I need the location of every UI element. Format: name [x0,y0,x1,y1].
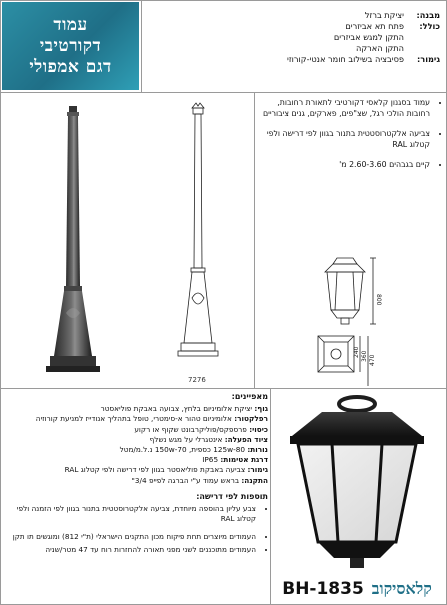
spec-structure-value: יציקת ברזל [364,10,404,20]
spec-item-4: נורות: 125w-80 כספית, 150w-70 נ.ל.מ/מטל [119,445,268,455]
feature-bullet-2: • קיים בגבהים 2.60-3.60 מ' [258,160,430,171]
pole-photo [8,98,138,382]
spec-item-1: רפלקטור: אלומיניום טהור א-סימטרי, טופל בתהליך אנודייז למניעת קורוזיה [35,414,268,424]
product-name: קלאסיקוב [371,579,432,598]
spec-structure [144,10,440,21]
dim-base-w1: 240 [353,346,360,358]
spec-includes-item-2: התקן הארקה [356,43,404,53]
spec-finish-value: פסיבציה בשילוב חומר אנטי-קורוזי [287,54,404,64]
option-item-0: • צבע עליון בהוספה מיוחדת, צביעה אלקטרוסטטית בתנור בגוון לפי הזמנה ולפי קטלוג RAL [4,504,256,524]
spec-item-2: כיסוי: פרספקס/פוליקרבונט שקוף או רקוע [134,424,268,434]
divider-lower [270,388,271,605]
title-line-3: דגם אמפולי [29,56,112,77]
spec-item-3: ציוד הפעלה: אינטגרלי על מגש נשלף [149,434,268,444]
note-item-0: • העמודים מיוצרים תחת פיקוח מכון התקנים הישראלי (ת"י 812) ומוגשים תו תקן [4,532,256,542]
pole-drawing [148,98,248,378]
spec-includes-label: כולל: [419,21,440,31]
spec-item-5: דרגת אטימות: IP65 [202,455,268,465]
product-code: BH-1835 [282,579,364,599]
title-block [2,2,139,90]
feature-bullet-1: • צביעה אלקטרוסטטית בתנור בגוון לפי דרישה ולפי קטלוג RAL [258,129,430,150]
spec-finish-label: גימור: [416,54,440,64]
divider-bottom [0,388,447,389]
options-list [4,504,268,524]
product-footer [272,577,442,601]
divider-middle [254,92,255,388]
spec-structure-label: מבנה: [416,10,440,20]
dim-height: 800 [375,294,382,306]
pole-code-label: 7276 [188,376,206,384]
top-specs [144,10,440,90]
base-drawing [308,330,378,390]
spec-item-0: גוף: יציקת אלומיניום בלחץ, צבועה באבקת פוליאסטר [100,404,268,414]
spec-item-7: התקנה: בראש עמוד ע"י הברגה לפייפ 3/4" [131,475,268,485]
spec-includes-item-1: התקן למגש אביזרים [333,32,404,42]
specs-section [4,392,268,602]
spec-includes [144,21,440,32]
spec-finish [144,54,440,65]
dim-base-w2: 360 [361,350,368,362]
title-line-1: עמוד [53,14,88,35]
note-item-1: • העמודים מתוכננים לשני מפני תאורה להחזרות רוח עד 47 מטר/שניה [4,545,256,555]
divider-top [0,92,447,93]
spec-item-6: גימור: צביעה באבקת פוליאסטר בגוון לפי דרישה ולפי קטלוג RAL [64,465,268,475]
specs-heading: מאפיינים: [231,392,268,401]
dim-base-h: 470 [369,354,376,366]
title-line-2: דקורטיבי [39,35,102,56]
lantern-photo [272,392,442,576]
feature-bullets [258,98,440,248]
divider-title [141,0,142,92]
feature-bullet-0: • עמוד בסגנון קלאסי דקורטיבי לתאורת רחובות, רחובות הולכי רגל, שצ"פים, פארקים, גנים ציבוריים [258,98,430,119]
notes-list [4,532,268,554]
spec-includes-item-0: פתח תא אביזרים [345,21,404,31]
options-heading: תוספות לפי דרישה: [196,491,268,501]
